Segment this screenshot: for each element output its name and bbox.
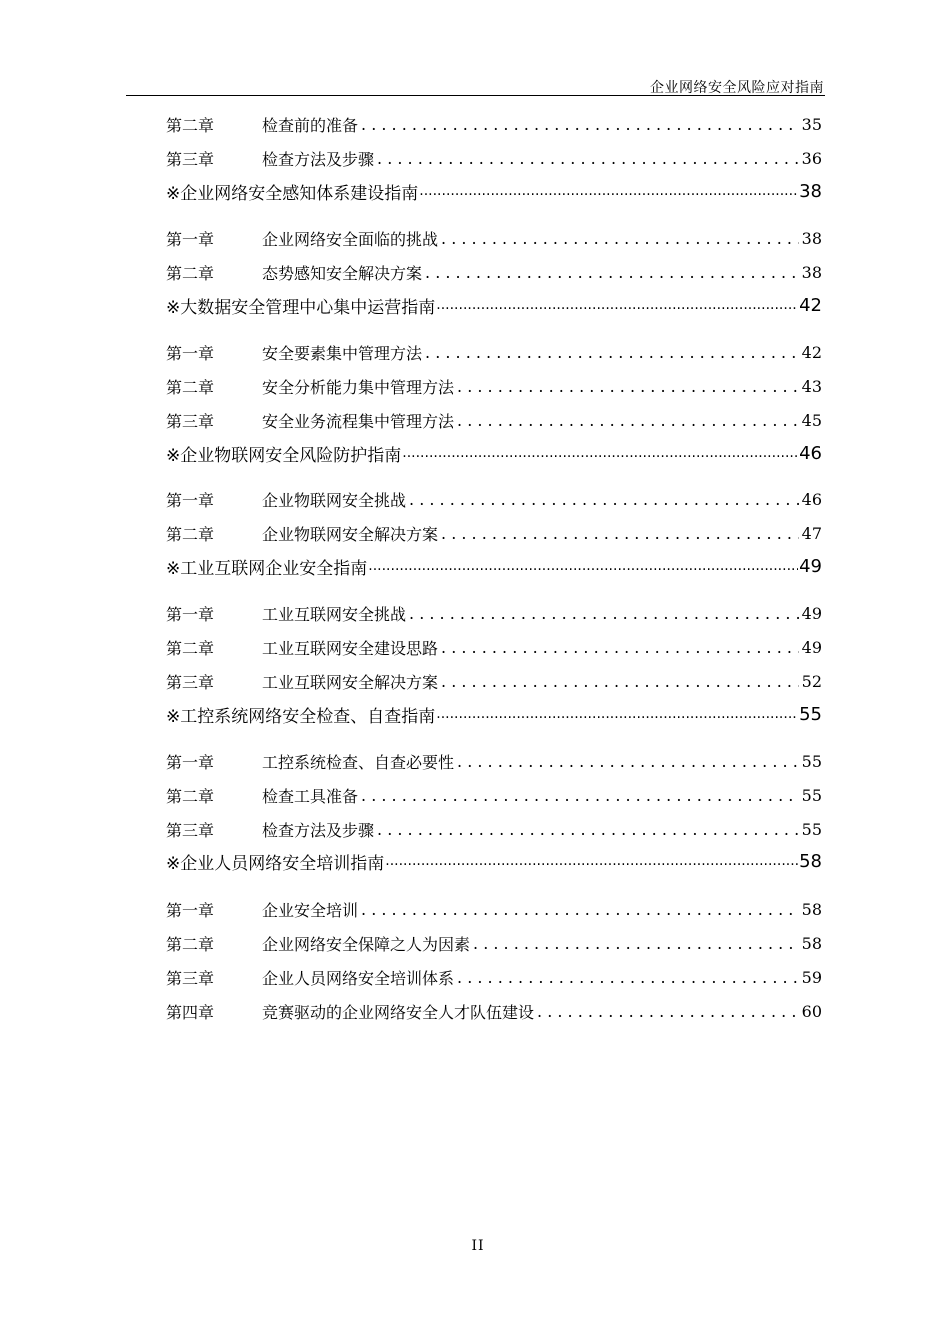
toc-dot-leader [368,558,798,574]
toc-page-number: 49 [801,637,822,657]
toc-page-number: 38 [801,262,822,282]
toc-entry-title: 态势感知安全解决方案 [262,263,423,283]
toc-section-title: ※企业网络安全感知体系建设指南 [166,183,419,204]
toc-entry[interactable] [166,484,822,514]
toc-page-number: 55 [801,819,822,839]
toc-page-number: 42 [799,294,822,316]
toc-dot-leader [441,672,799,691]
toc-dot-leader [436,297,798,313]
toc-chapter-number: 第二章 [166,934,215,954]
toc-entry[interactable] [166,518,822,548]
toc-dot-leader [377,820,799,839]
toc-chapter-number: 第二章 [166,263,215,283]
toc-section-title: ※企业人员网络安全培训指南 [166,853,385,874]
toc-page-number: 38 [801,228,822,248]
toc-page-number: 46 [801,489,822,509]
toc-dot-leader [425,343,799,362]
toc-chapter-number: 第一章 [166,752,215,772]
toc-section-title: ※工业互联网企业安全指南 [166,558,368,579]
toc-entry-title: 企业安全培训 [262,900,359,920]
toc-chapter-number: 第二章 [166,524,215,544]
toc-dot-leader [425,263,799,282]
toc-page-number: 36 [801,148,822,168]
toc-dot-leader [409,604,799,623]
toc-entry-title: 安全业务流程集中管理方法 [262,411,455,431]
toc-entry-title: 安全分析能力集中管理方法 [262,377,455,397]
toc-entry[interactable] [166,894,822,924]
toc-section-heading[interactable] [166,699,822,729]
toc-page-number: 35 [801,114,822,134]
toc-page-number: 60 [801,1001,822,1021]
toc-entry-title: 检查方法及步骤 [262,820,375,840]
toc-dot-leader [537,1002,799,1021]
toc-entry[interactable] [166,780,822,810]
toc-chapter-number: 第一章 [166,604,215,624]
toc-chapter-number: 第三章 [166,968,215,988]
toc-entry-title: 检查工具准备 [262,786,359,806]
toc-entry-title: 企业网络安全保障之人为因素 [262,934,471,954]
toc-entry-title: 企业人员网络安全培训体系 [262,968,455,988]
toc-dot-leader [361,115,799,134]
toc-page-number: 58 [799,850,822,872]
toc-entry[interactable] [166,257,822,287]
toc-entry-title: 竞赛驱动的企业网络安全人才队伍建设 [262,1002,535,1022]
toc-dot-leader [457,377,799,396]
toc-section-heading[interactable] [166,846,822,876]
toc-dot-leader [441,524,799,543]
toc-dot-leader [441,229,799,248]
toc-entry[interactable] [166,143,822,173]
toc-page-number: 55 [801,785,822,805]
toc-section-heading[interactable] [166,176,822,206]
toc-chapter-number: 第二章 [166,377,215,397]
toc-page-number: 47 [801,523,822,543]
toc-chapter-number: 第三章 [166,411,215,431]
toc-dot-leader [377,149,799,168]
toc-chapter-number: 第三章 [166,149,215,169]
toc-page-number: 55 [799,703,822,725]
toc-entry[interactable] [166,598,822,628]
toc-entry-title: 企业物联网安全解决方案 [262,524,439,544]
header-title: 企业网络安全风险应对指南 [650,80,824,96]
toc-entry[interactable] [166,223,822,253]
toc-chapter-number: 第三章 [166,820,215,840]
toc-page-number: 45 [801,410,822,430]
toc-dot-leader [457,968,799,987]
toc-dot-leader [473,934,799,953]
toc-entry-title: 工业互联网安全建设思路 [262,638,439,658]
toc-chapter-number: 第二章 [166,786,215,806]
toc-entry-title: 企业物联网安全挑战 [262,490,407,510]
toc-section-title: ※企业物联网安全风险防护指南 [166,445,402,466]
toc-section-heading[interactable] [166,438,822,468]
toc-chapter-number: 第一章 [166,343,215,363]
toc-entry[interactable] [166,109,822,139]
toc-dot-leader [402,445,798,461]
toc-page-number: 58 [801,933,822,953]
toc-entry-title: 安全要素集中管理方法 [262,343,423,363]
toc-entry-title: 检查前的准备 [262,115,359,135]
toc-section-heading[interactable] [166,551,822,581]
toc-chapter-number: 第一章 [166,229,215,249]
toc-page-number: 58 [801,899,822,919]
footer-page-number: II [471,1238,485,1254]
toc-entry[interactable] [166,666,822,696]
toc-entry[interactable] [166,996,822,1026]
toc-chapter-number: 第一章 [166,490,215,510]
toc-page-number: 38 [799,180,822,202]
toc-page-number: 42 [801,342,822,362]
toc-section-title: ※工控系统网络安全检查、自查指南 [166,706,436,727]
toc-section-heading[interactable] [166,290,822,320]
toc-page-number: 49 [799,555,822,577]
toc-entry-title: 工业互联网安全解决方案 [262,672,439,692]
toc-section-title: ※大数据安全管理中心集中运营指南 [166,297,436,318]
toc-entry-title: 工业互联网安全挑战 [262,604,407,624]
toc-page-number: 43 [801,376,822,396]
toc-entry-title: 检查方法及步骤 [262,149,375,169]
toc-entry[interactable] [166,928,822,958]
toc-dot-leader [419,183,798,199]
toc-chapter-number: 第三章 [166,672,215,692]
toc-page-number: 59 [801,967,822,987]
toc-entry[interactable] [166,632,822,662]
toc-entry[interactable] [166,962,822,992]
toc-page-number: 55 [801,751,822,771]
toc-chapter-number: 第四章 [166,1002,215,1022]
toc-dot-leader [457,411,799,430]
toc-chapter-number: 第二章 [166,638,215,658]
toc-entry[interactable] [166,746,822,776]
toc-dot-leader [361,786,799,805]
toc-chapter-number: 第一章 [166,900,215,920]
toc-page-number: 49 [801,603,822,623]
toc-dot-leader [457,752,799,771]
toc-dot-leader [441,638,799,657]
toc-entry-title: 工控系统检查、自查必要性 [262,752,455,772]
toc-page-number: 52 [801,671,822,691]
toc-entry[interactable] [166,814,822,844]
toc-entry[interactable] [166,371,822,401]
toc-dot-leader [409,490,799,509]
toc-page-number: 46 [799,442,822,464]
toc-entry[interactable] [166,337,822,367]
toc-chapter-number: 第二章 [166,115,215,135]
toc-dot-leader [436,706,798,722]
header-rule [126,95,825,96]
toc-entry[interactable] [166,405,822,435]
toc-dot-leader [385,853,798,869]
toc-entry-title: 企业网络安全面临的挑战 [262,229,439,249]
toc-dot-leader [361,900,799,919]
